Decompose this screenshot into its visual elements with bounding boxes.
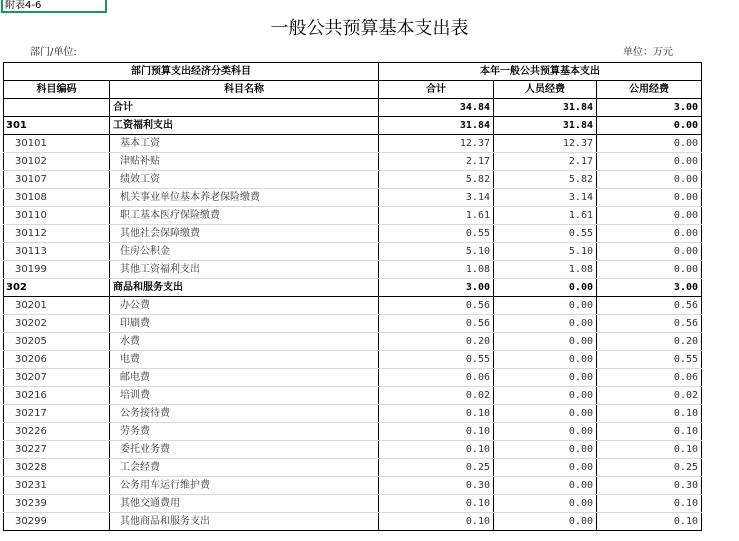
table-row bbox=[4, 495, 702, 513]
cell-personnel[interactable]: 1.08 bbox=[494, 261, 597, 279]
cell-code[interactable]: 30207 bbox=[4, 369, 110, 387]
cell-total[interactable]: 0.10 bbox=[379, 423, 494, 441]
cell-public[interactable]: 0.00 bbox=[597, 153, 702, 171]
cell-personnel[interactable]: 0.00 bbox=[494, 441, 597, 459]
cell-code[interactable]: 30107 bbox=[4, 171, 110, 189]
cell-personnel[interactable]: 0.00 bbox=[494, 477, 597, 495]
cell-code[interactable]: 30102 bbox=[4, 153, 110, 171]
cell-name[interactable]: 基本工资 bbox=[110, 135, 379, 153]
table-row bbox=[4, 279, 702, 297]
cell-total[interactable]: 0.55 bbox=[379, 351, 494, 369]
cell-code[interactable]: 30239 bbox=[4, 495, 110, 513]
cell-total[interactable]: 0.30 bbox=[379, 477, 494, 495]
cell-public[interactable]: 0.55 bbox=[597, 351, 702, 369]
cell-personnel[interactable]: 0.00 bbox=[494, 387, 597, 405]
cell-name[interactable]: 办公费 bbox=[110, 297, 379, 315]
cell-public[interactable]: 0.00 bbox=[597, 171, 702, 189]
cell-public[interactable]: 0.06 bbox=[597, 369, 702, 387]
cell-code[interactable]: 30113 bbox=[4, 243, 110, 261]
cell-personnel[interactable]: 0.00 bbox=[494, 279, 597, 297]
cell-code[interactable]: 30201 bbox=[4, 297, 110, 315]
cell-public[interactable]: 0.56 bbox=[597, 297, 702, 315]
cell-total[interactable]: 31.84 bbox=[379, 117, 494, 135]
cell-total[interactable]: 0.02 bbox=[379, 387, 494, 405]
cell-personnel[interactable]: 5.10 bbox=[494, 243, 597, 261]
cell-code[interactable]: 30205 bbox=[4, 333, 110, 351]
cell-code[interactable]: 301 bbox=[4, 117, 110, 135]
cell-public[interactable]: 3.00 bbox=[597, 279, 702, 297]
cell-personnel[interactable]: 0.00 bbox=[494, 495, 597, 513]
cell-name[interactable]: 其他商品和服务支出 bbox=[110, 513, 379, 531]
cell-name[interactable]: 其他社会保障缴费 bbox=[110, 225, 379, 243]
cell-code[interactable]: 30217 bbox=[4, 405, 110, 423]
cell-public[interactable]: 0.56 bbox=[597, 315, 702, 333]
cell-public[interactable]: 0.02 bbox=[597, 387, 702, 405]
table-row bbox=[4, 135, 702, 153]
cell-public[interactable]: 0.10 bbox=[597, 513, 702, 531]
cell-name[interactable]: 工资福利支出 bbox=[110, 117, 379, 135]
cell-code[interactable]: 30101 bbox=[4, 135, 110, 153]
cell-total[interactable]: 0.10 bbox=[379, 405, 494, 423]
cell-total[interactable]: 0.06 bbox=[379, 369, 494, 387]
column-header-public: 公用经费 bbox=[597, 81, 702, 99]
table-row bbox=[4, 477, 702, 495]
cell-personnel[interactable]: 12.37 bbox=[494, 135, 597, 153]
table-row bbox=[4, 315, 702, 333]
table-row bbox=[4, 423, 702, 441]
cell-public[interactable]: 0.10 bbox=[597, 441, 702, 459]
cell-code[interactable]: 30108 bbox=[4, 189, 110, 207]
table-row bbox=[4, 153, 702, 171]
table-row bbox=[4, 225, 702, 243]
cell-code[interactable] bbox=[4, 99, 110, 117]
cell-personnel[interactable]: 0.00 bbox=[494, 297, 597, 315]
cell-name[interactable]: 其他工资福利支出 bbox=[110, 261, 379, 279]
cell-personnel[interactable]: 0.00 bbox=[494, 333, 597, 351]
cell-code[interactable]: 30202 bbox=[4, 315, 110, 333]
cell-personnel[interactable]: 0.00 bbox=[494, 423, 597, 441]
cell-name[interactable]: 劳务费 bbox=[110, 423, 379, 441]
cell-code[interactable]: 30299 bbox=[4, 513, 110, 531]
cell-total[interactable]: 0.10 bbox=[379, 513, 494, 531]
cell-total[interactable]: 1.61 bbox=[379, 207, 494, 225]
table-row bbox=[4, 441, 702, 459]
cell-public[interactable]: 0.00 bbox=[597, 207, 702, 225]
table-row bbox=[4, 369, 702, 387]
table-row bbox=[4, 99, 702, 117]
cell-public[interactable]: 0.00 bbox=[597, 261, 702, 279]
cell-code[interactable]: 30227 bbox=[4, 441, 110, 459]
cell-code[interactable]: 30226 bbox=[4, 423, 110, 441]
cell-public[interactable]: 0.00 bbox=[597, 117, 702, 135]
cell-total[interactable]: 2.17 bbox=[379, 153, 494, 171]
cell-name[interactable]: 职工基本医疗保险缴费 bbox=[110, 207, 379, 225]
cell-total[interactable]: 0.55 bbox=[379, 225, 494, 243]
cell-personnel[interactable]: 0.00 bbox=[494, 459, 597, 477]
cell-public[interactable]: 0.10 bbox=[597, 423, 702, 441]
cell-name[interactable]: 培训费 bbox=[110, 387, 379, 405]
cell-name[interactable]: 水费 bbox=[110, 333, 379, 351]
cell-total[interactable]: 3.14 bbox=[379, 189, 494, 207]
cell-personnel[interactable]: 0.00 bbox=[494, 315, 597, 333]
cell-public[interactable]: 0.00 bbox=[597, 189, 702, 207]
cell-code[interactable]: 30199 bbox=[4, 261, 110, 279]
cell-name[interactable]: 公务用车运行维护费 bbox=[110, 477, 379, 495]
cell-public[interactable]: 0.30 bbox=[597, 477, 702, 495]
cell-total[interactable]: 0.20 bbox=[379, 333, 494, 351]
cell-total[interactable]: 0.10 bbox=[379, 441, 494, 459]
table-row bbox=[4, 243, 702, 261]
cell-total[interactable]: 34.84 bbox=[379, 99, 494, 117]
cell-name[interactable]: 住房公积金 bbox=[110, 243, 379, 261]
table-row bbox=[4, 261, 702, 279]
cell-public[interactable]: 0.00 bbox=[597, 225, 702, 243]
cell-name[interactable]: 印刷费 bbox=[110, 315, 379, 333]
cell-name[interactable]: 工会经费 bbox=[110, 459, 379, 477]
cell-public[interactable]: 0.00 bbox=[597, 243, 702, 261]
group-header-classification: 部门预算支出经济分类科目 bbox=[4, 63, 379, 81]
cell-name[interactable]: 委托业务费 bbox=[110, 441, 379, 459]
cell-personnel[interactable]: 0.55 bbox=[494, 225, 597, 243]
cell-code[interactable]: 302 bbox=[4, 279, 110, 297]
cell-total[interactable]: 3.00 bbox=[379, 279, 494, 297]
cell-code[interactable]: 30228 bbox=[4, 459, 110, 477]
cell-total[interactable]: 5.82 bbox=[379, 171, 494, 189]
cell-personnel[interactable]: 31.84 bbox=[494, 117, 597, 135]
cell-personnel[interactable]: 0.00 bbox=[494, 513, 597, 531]
cell-total[interactable]: 0.10 bbox=[379, 495, 494, 513]
cell-name[interactable]: 商品和服务支出 bbox=[110, 279, 379, 297]
cell-code[interactable]: 30110 bbox=[4, 207, 110, 225]
table-row bbox=[4, 207, 702, 225]
budget-table bbox=[3, 62, 702, 531]
cell-total[interactable]: 0.56 bbox=[379, 315, 494, 333]
table-column-header-row bbox=[4, 81, 702, 99]
cell-name[interactable]: 邮电费 bbox=[110, 369, 379, 387]
table-row bbox=[4, 459, 702, 477]
cell-name[interactable]: 电费 bbox=[110, 351, 379, 369]
column-header-code: 科目编码 bbox=[4, 81, 110, 99]
cell-code[interactable]: 30231 bbox=[4, 477, 110, 495]
cell-name[interactable]: 其他交通费用 bbox=[110, 495, 379, 513]
unit-label: 单位：万元 bbox=[623, 47, 673, 58]
cell-total[interactable]: 5.10 bbox=[379, 243, 494, 261]
page-title: 一般公共预算基本支出表 bbox=[270, 18, 469, 39]
cell-public[interactable]: 0.25 bbox=[597, 459, 702, 477]
cell-personnel[interactable]: 0.00 bbox=[494, 369, 597, 387]
table-row bbox=[4, 333, 702, 351]
cell-total[interactable]: 0.56 bbox=[379, 297, 494, 315]
cell-total[interactable]: 0.25 bbox=[379, 459, 494, 477]
cell-name[interactable]: 公务接待费 bbox=[110, 405, 379, 423]
cell-personnel[interactable]: 3.14 bbox=[494, 189, 597, 207]
cell-public[interactable]: 0.20 bbox=[597, 333, 702, 351]
cell-name[interactable]: 绩效工资 bbox=[110, 171, 379, 189]
cell-personnel[interactable]: 31.84 bbox=[494, 99, 597, 117]
cell-total[interactable]: 1.08 bbox=[379, 261, 494, 279]
selected-cell[interactable]: 附表4-6 bbox=[1, 0, 107, 13]
cell-public[interactable]: 0.10 bbox=[597, 495, 702, 513]
cell-public[interactable]: 0.10 bbox=[597, 405, 702, 423]
column-header-total: 合计 bbox=[379, 81, 494, 99]
cell-name[interactable]: 机关事业单位基本养老保险缴费 bbox=[110, 189, 379, 207]
table-row bbox=[4, 351, 702, 369]
cell-personnel[interactable]: 2.17 bbox=[494, 153, 597, 171]
cell-personnel[interactable]: 5.82 bbox=[494, 171, 597, 189]
table-group-header-row bbox=[4, 63, 702, 81]
cell-public[interactable]: 0.00 bbox=[597, 135, 702, 153]
table-row bbox=[4, 513, 702, 531]
table-row bbox=[4, 117, 702, 135]
cell-name[interactable]: 合计 bbox=[110, 99, 379, 117]
column-header-name: 科目名称 bbox=[110, 81, 379, 99]
cell-code[interactable]: 30112 bbox=[4, 225, 110, 243]
cell-personnel[interactable]: 1.61 bbox=[494, 207, 597, 225]
cell-code[interactable]: 30216 bbox=[4, 387, 110, 405]
table-row bbox=[4, 171, 702, 189]
cell-personnel[interactable]: 0.00 bbox=[494, 351, 597, 369]
table-row bbox=[4, 405, 702, 423]
table-row bbox=[4, 189, 702, 207]
department-label: 部门/单位: bbox=[30, 47, 77, 58]
cell-name[interactable]: 津贴补贴 bbox=[110, 153, 379, 171]
table-row bbox=[4, 297, 702, 315]
column-header-personnel: 人员经费 bbox=[494, 81, 597, 99]
cell-total[interactable]: 12.37 bbox=[379, 135, 494, 153]
group-header-budget: 本年一般公共预算基本支出 bbox=[379, 63, 702, 81]
cell-code[interactable]: 30206 bbox=[4, 351, 110, 369]
cell-personnel[interactable]: 0.00 bbox=[494, 405, 597, 423]
table-row bbox=[4, 387, 702, 405]
cell-public[interactable]: 3.00 bbox=[597, 99, 702, 117]
